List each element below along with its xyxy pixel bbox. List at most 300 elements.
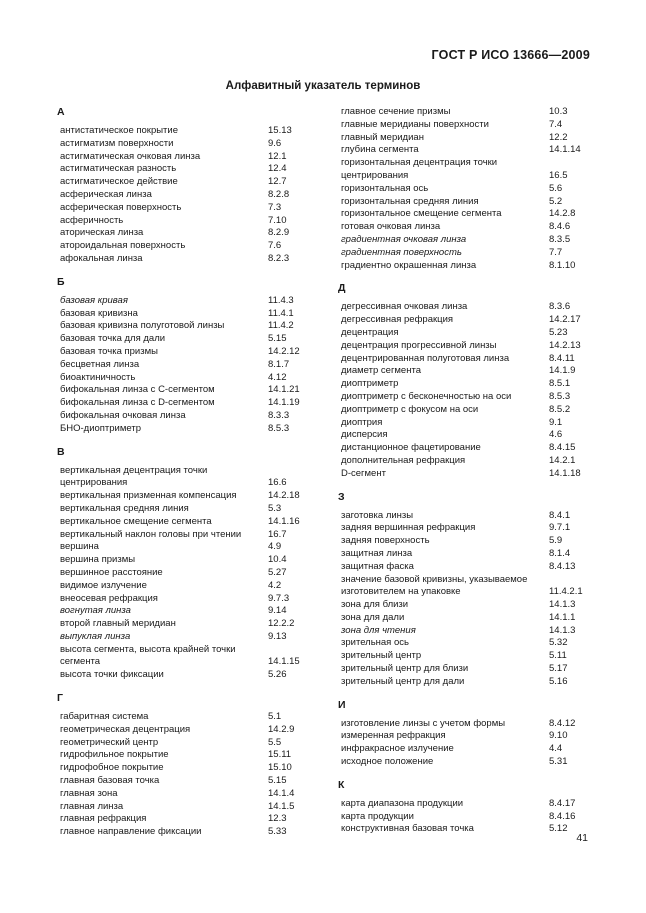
- index-reference: 5.33: [268, 826, 287, 838]
- section-letter: В: [57, 445, 65, 458]
- index-reference: 8.4.1: [549, 509, 571, 521]
- section-gap: [338, 769, 614, 779]
- index-term: дисперсия: [341, 429, 388, 441]
- index-entry: [57, 163, 333, 176]
- index-term: асферическая поверхность: [60, 201, 182, 213]
- index-term: горизонтальная ось: [341, 182, 429, 194]
- index-reference: 8.5.1: [549, 378, 571, 390]
- index-term: афокальная линза: [60, 252, 143, 264]
- index-entry: [338, 522, 614, 535]
- index-reference: 5.26: [268, 669, 287, 681]
- section-letter: Д: [338, 282, 346, 295]
- index-term: базовая кривизна: [60, 307, 138, 319]
- index-term: децентрированная полуготовая линза: [341, 352, 510, 364]
- index-term: второй главный меридиан: [60, 618, 176, 630]
- index-term: защитная фаска: [341, 560, 414, 572]
- index-entry: [57, 826, 333, 839]
- index-entry: [57, 737, 333, 750]
- index-reference: [264, 644, 333, 657]
- index-entry: [57, 359, 333, 372]
- index-entry: [338, 301, 614, 314]
- index-entry: [57, 253, 333, 266]
- index-entry: [338, 663, 614, 676]
- index-term: вертикальная средняя линия: [60, 502, 189, 514]
- index-reference: 5.17: [549, 663, 568, 675]
- index-reference: 14.2.8: [549, 208, 576, 220]
- index-reference: 4.2: [268, 579, 282, 591]
- index-term: внеосевая рефракция: [60, 592, 158, 604]
- index-term: диоптриметр с бесконечностью на оси: [341, 390, 512, 402]
- index-entry: [57, 711, 333, 724]
- section-letter: Г: [57, 692, 63, 705]
- index-term: градиентная поверхность: [341, 246, 462, 258]
- index-reference: 11.4.1: [268, 307, 294, 319]
- document-header: ГОСТ Р ИСО 13666—2009: [431, 48, 590, 62]
- section-letter: Б: [57, 275, 65, 288]
- index-entry: [57, 749, 333, 762]
- index-term: глубина сегмента: [341, 144, 419, 156]
- index-term: конструктивная базовая точка: [341, 823, 474, 835]
- index-reference: 12.7: [268, 176, 287, 188]
- index-reference: 5.31: [549, 756, 568, 768]
- index-reference: 5.12: [549, 823, 568, 835]
- index-entry: [338, 756, 614, 769]
- index-entry: [57, 151, 333, 164]
- index-term: зрительный центр для дали: [341, 675, 465, 687]
- index-entry: [57, 813, 333, 826]
- index-entry: [338, 561, 614, 574]
- index-term: базовая кривая: [60, 294, 128, 306]
- index-reference: 14.2.17: [549, 314, 581, 326]
- index-entry: [57, 516, 333, 529]
- index-entry: [57, 397, 333, 410]
- index-reference: 7.3: [268, 201, 282, 213]
- index-entry: [57, 202, 333, 215]
- index-reference: 11.4.2: [268, 320, 294, 332]
- index-entry: [338, 132, 614, 145]
- index-term: исходное положение: [341, 756, 434, 768]
- index-entry: [338, 429, 614, 442]
- index-entry: [338, 234, 614, 247]
- index-entry: [338, 730, 614, 743]
- index-entry: [338, 247, 614, 260]
- index-entry: [57, 189, 333, 202]
- index-term: главная зона: [60, 787, 118, 799]
- index-reference: 5.15: [268, 333, 287, 345]
- index-term: асферическая линза: [60, 188, 152, 200]
- index-entry: [338, 327, 614, 340]
- index-reference: 12.1: [268, 150, 287, 162]
- section-gap: [57, 436, 333, 446]
- index-reference: 5.5: [268, 736, 282, 748]
- index-column-right: [338, 106, 614, 836]
- index-entry: [57, 669, 333, 682]
- index-entry: [57, 775, 333, 788]
- index-entry: [338, 548, 614, 561]
- index-entry: [57, 801, 333, 814]
- index-term: атороидальная поверхность: [60, 240, 186, 252]
- index-entry: [338, 208, 614, 221]
- index-reference: 8.3.3: [268, 409, 290, 421]
- index-entry: [338, 743, 614, 756]
- index-reference: 11.4.2.1: [549, 586, 583, 598]
- index-reference: 8.3.5: [549, 233, 571, 245]
- index-reference: 5.9: [549, 535, 563, 547]
- index-reference: 12.4: [268, 163, 287, 175]
- index-reference: 11.4.3: [268, 294, 294, 306]
- index-term: астигматическая очковая линза: [60, 150, 201, 162]
- index-entry: [57, 490, 333, 503]
- section-letter: А: [57, 106, 65, 118]
- index-entry: [57, 138, 333, 151]
- index-term: D-сегмент: [341, 467, 386, 479]
- index-entry: [57, 567, 333, 580]
- index-reference: 9.10: [549, 730, 568, 742]
- index-term: главное направление фиксации: [60, 826, 202, 838]
- index-term: градиентная очковая линза: [341, 233, 467, 245]
- index-entry: [338, 612, 614, 625]
- index-entry: [338, 637, 614, 650]
- index-reference: 8.2.3: [268, 252, 290, 264]
- section-letter: З: [338, 490, 345, 503]
- index-column-left: [57, 106, 333, 839]
- index-term: вертикальная децентрация точки: [60, 464, 208, 476]
- index-term: астигматическое действие: [60, 176, 178, 188]
- index-entry: [338, 535, 614, 548]
- index-entry: [338, 718, 614, 731]
- index-reference: 8.4.17: [549, 797, 576, 809]
- index-term: дегрессивная рефракция: [341, 314, 454, 326]
- index-reference: 8.4.16: [549, 810, 576, 822]
- index-term: дополнительная рефракция: [341, 454, 466, 466]
- index-reference: 16.5: [549, 169, 568, 181]
- index-term: значение базовой кривизны, указываемое: [341, 573, 528, 585]
- index-entry: [57, 580, 333, 593]
- index-reference: 5.6: [549, 182, 563, 194]
- index-reference: 14.1.16: [268, 515, 300, 527]
- index-entry: [338, 599, 614, 612]
- index-entry: [338, 455, 614, 468]
- section-gap: [338, 689, 614, 699]
- index-term: вертикальный наклон головы при чтении: [60, 528, 242, 540]
- index-reference: 5.32: [549, 637, 568, 649]
- index-entry: [57, 215, 333, 228]
- index-term: инфракрасное излучение: [341, 743, 454, 755]
- index-term: диоптрия: [341, 416, 383, 428]
- index-entry: [57, 618, 333, 631]
- index-reference: 8.4.15: [549, 442, 576, 454]
- index-reference: 8.5.3: [268, 422, 290, 434]
- index-reference: 14.1.3: [549, 599, 576, 611]
- index-reference: [545, 157, 614, 170]
- index-entry: [57, 593, 333, 606]
- index-term: заготовка линзы: [341, 509, 414, 521]
- index-term: видимое излучение: [60, 579, 147, 591]
- section-letter: И: [338, 698, 346, 711]
- index-reference: [264, 465, 333, 478]
- index-entry: [57, 465, 333, 478]
- index-reference: 8.4.11: [549, 352, 575, 364]
- index-reference: 14.1.5: [268, 800, 295, 812]
- index-entry: [338, 417, 614, 430]
- index-entry: [57, 320, 333, 333]
- index-term: бифокальная линза с С-сегментом: [60, 384, 215, 396]
- index-entry: [57, 788, 333, 801]
- index-term: гидрофильное покрытие: [60, 749, 169, 761]
- index-reference: 5.1: [268, 711, 282, 723]
- index-entry: [57, 423, 333, 436]
- index-entry: [57, 176, 333, 189]
- index-term: биоактиничность: [60, 371, 136, 383]
- index-reference: 16.7: [268, 528, 287, 540]
- index-entry: [338, 365, 614, 378]
- index-entry: [57, 346, 333, 359]
- index-entry: [338, 144, 614, 157]
- index-term: главные меридианы поверхности: [341, 118, 489, 130]
- index-term: зона для чтения: [341, 624, 416, 636]
- index-entry: [57, 529, 333, 542]
- index-reference: 7.10: [268, 214, 287, 226]
- index-term: центрирования: [341, 169, 409, 181]
- index-entry: [338, 442, 614, 455]
- index-term: сегмента: [60, 656, 101, 668]
- index-term: дистанционное фацетирование: [341, 442, 481, 454]
- index-entry: [57, 554, 333, 567]
- index-term: астигматизм поверхности: [60, 137, 174, 149]
- index-entry: [57, 240, 333, 253]
- index-entry: [338, 650, 614, 663]
- index-reference: 9.1: [549, 416, 563, 428]
- index-term: защитная линза: [341, 547, 413, 559]
- index-entry: [57, 295, 333, 308]
- index-term: бифокальная линза с D-сегментом: [60, 397, 215, 409]
- index-term: астигматическая разность: [60, 163, 177, 175]
- index-reference: 16.6: [268, 477, 287, 489]
- index-reference: [545, 574, 614, 587]
- index-entry: [57, 227, 333, 240]
- index-term: зона для близи: [341, 599, 409, 611]
- index-term: габаритная система: [60, 711, 149, 723]
- index-reference: 8.1.10: [549, 259, 576, 271]
- index-term: диоптриметр: [341, 378, 399, 390]
- index-reference: 15.11: [268, 749, 292, 761]
- index-term: главный меридиан: [341, 131, 424, 143]
- index-entry: [57, 410, 333, 423]
- index-reference: 14.1.15: [268, 656, 300, 668]
- index-reference: 14.1.21: [268, 384, 300, 396]
- index-term: вогнутая линза: [60, 605, 131, 617]
- index-reference: 7.4: [549, 118, 563, 130]
- index-reference: 8.2.9: [268, 227, 290, 239]
- index-term: карта диапазона продукции: [341, 797, 464, 809]
- index-reference: 10.4: [268, 554, 287, 566]
- index-entry: [338, 157, 614, 170]
- index-entry: [338, 340, 614, 353]
- index-term: диаметр сегмента: [341, 365, 421, 377]
- index-entry: [338, 404, 614, 417]
- index-entry: [57, 384, 333, 397]
- index-entry: [57, 644, 333, 657]
- index-term: базовая точка призмы: [60, 345, 158, 357]
- index-reference: 14.1.19: [268, 397, 300, 409]
- index-term: вершина призмы: [60, 554, 136, 566]
- index-reference: 12.2: [549, 131, 568, 143]
- index-reference: 4.6: [549, 429, 563, 441]
- section-gap: [338, 481, 614, 491]
- index-term: зрительная ось: [341, 637, 409, 649]
- index-term: горизонтальная децентрация точки: [341, 157, 498, 169]
- index-entry: [338, 221, 614, 234]
- index-term: аторическая линза: [60, 227, 144, 239]
- index-reference: 5.2: [549, 195, 563, 207]
- index-reference: 5.3: [268, 502, 282, 514]
- index-entry: [57, 372, 333, 385]
- index-reference: 4.4: [549, 743, 563, 755]
- index-entry: [57, 605, 333, 618]
- index-entry: [338, 170, 614, 183]
- index-reference: 8.5.2: [549, 403, 571, 415]
- index-reference: 14.1.4: [268, 787, 295, 799]
- index-term: горизонтальное смещение сегмента: [341, 208, 502, 220]
- index-entry: [57, 333, 333, 346]
- index-reference: 9.14: [268, 605, 287, 617]
- index-reference: 14.2.1: [549, 454, 576, 466]
- section-gap: [338, 272, 614, 282]
- index-term: градиентно окрашенная линза: [341, 259, 477, 271]
- index-term: изготовителем на упаковке: [341, 586, 461, 598]
- index-entry: [338, 119, 614, 132]
- index-term: гидрофобное покрытие: [60, 762, 164, 774]
- page-title: Алфавитный указатель терминов: [225, 80, 421, 92]
- index-reference: 14.1.9: [549, 365, 576, 377]
- index-reference: 4.9: [268, 541, 282, 553]
- index-reference: 9.6: [268, 137, 282, 149]
- index-reference: 9.7.3: [268, 592, 290, 604]
- index-term: асферичность: [60, 214, 124, 226]
- index-reference: 10.3: [549, 106, 568, 117]
- section-gap: [57, 266, 333, 276]
- index-term: бифокальная очковая линза: [60, 409, 186, 421]
- index-entry: [57, 631, 333, 644]
- index-reference: 12.2.2: [268, 618, 295, 630]
- index-reference: 14.2.9: [268, 723, 295, 735]
- index-entry: [338, 676, 614, 689]
- index-entry: [338, 391, 614, 404]
- index-entry: [57, 503, 333, 516]
- index-term: вершинное расстояние: [60, 566, 163, 578]
- index-entry: [57, 477, 333, 490]
- index-reference: 8.4.12: [549, 717, 576, 729]
- index-term: вертикальное смещение сегмента: [60, 515, 212, 527]
- index-entry: [57, 656, 333, 669]
- index-reference: 7.6: [268, 240, 282, 252]
- index-term: бесцветная линза: [60, 358, 140, 370]
- index-term: высота точки фиксации: [60, 669, 164, 681]
- index-entry: [338, 353, 614, 366]
- index-reference: 8.3.6: [549, 301, 571, 313]
- index-term: зрительный центр для близи: [341, 663, 469, 675]
- index-term: главное сечение призмы: [341, 106, 451, 117]
- index-term: задняя поверхность: [341, 535, 430, 547]
- index-entry: [57, 724, 333, 737]
- index-term: геометрическая децентрация: [60, 723, 191, 735]
- index-reference: 8.2.8: [268, 188, 290, 200]
- index-term: зона для дали: [341, 611, 405, 623]
- index-reference: 14.1.3: [549, 624, 576, 636]
- index-reference: 14.2.12: [268, 345, 300, 357]
- index-term: вершина: [60, 541, 99, 553]
- index-reference: 5.27: [268, 566, 287, 578]
- index-reference: 14.1.1: [549, 611, 576, 623]
- index-term: горизонтальная средняя линия: [341, 195, 479, 207]
- index-reference: 14.2.13: [549, 339, 581, 351]
- index-term: высота сегмента, высота крайней точки: [60, 643, 236, 655]
- index-entry: [338, 378, 614, 391]
- index-term: задняя вершинная рефракция: [341, 522, 476, 534]
- index-term: дегрессивная очковая линза: [341, 301, 468, 313]
- index-reference: 8.1.4: [549, 547, 571, 559]
- index-term: карта продукции: [341, 810, 414, 822]
- index-term: главная базовая точка: [60, 775, 160, 787]
- index-reference: 12.3: [268, 813, 287, 825]
- index-entry: [338, 574, 614, 587]
- index-reference: 9.7.1: [549, 522, 571, 534]
- index-entry: [338, 823, 614, 836]
- index-term: зрительный центр: [341, 650, 422, 662]
- index-term: центрирования: [60, 477, 128, 489]
- index-entry: [338, 106, 614, 119]
- index-term: децентрация прогрессивной линзы: [341, 339, 497, 351]
- index-reference: 5.15: [268, 775, 287, 787]
- index-entry: [338, 625, 614, 638]
- index-reference: 15.13: [268, 125, 292, 136]
- page-number: 41: [576, 832, 588, 844]
- index-entry: [338, 811, 614, 824]
- index-entry: [57, 762, 333, 775]
- index-reference: 14.1.14: [549, 144, 581, 156]
- index-reference: 14.1.18: [549, 467, 581, 479]
- index-term: главная рефракция: [60, 813, 147, 825]
- index-entry: [338, 510, 614, 523]
- index-entry: [57, 541, 333, 554]
- index-entry: [338, 798, 614, 811]
- index-entry: [57, 308, 333, 321]
- index-term: геометрический центр: [60, 736, 159, 748]
- index-entry: [338, 196, 614, 209]
- index-term: антистатическое покрытие: [60, 125, 179, 136]
- index-reference: 8.5.3: [549, 390, 571, 402]
- index-entry: [338, 468, 614, 481]
- index-term: диоптриметр с фокусом на оси: [341, 403, 479, 415]
- index-term: выпуклая линза: [60, 630, 131, 642]
- index-entry: [338, 260, 614, 273]
- index-entry: [338, 183, 614, 196]
- index-reference: 14.2.18: [268, 490, 300, 502]
- index-term: изготовление линзы с учетом формы: [341, 717, 506, 729]
- index-reference: 8.1.7: [268, 358, 290, 370]
- index-entry: [57, 125, 333, 138]
- index-term: базовая точка для дали: [60, 333, 166, 345]
- index-reference: 5.11: [549, 650, 567, 662]
- index-term: децентрация: [341, 326, 399, 338]
- index-term: базовая кривизна полуготовой линзы: [60, 320, 225, 332]
- index-reference: 5.23: [549, 326, 568, 338]
- index-reference: 9.13: [268, 630, 287, 642]
- index-reference: 15.10: [268, 762, 292, 774]
- index-term: измеренная рефракция: [341, 730, 446, 742]
- index-reference: 8.4.6: [549, 221, 571, 233]
- index-term: БНО-диоптриметр: [60, 422, 142, 434]
